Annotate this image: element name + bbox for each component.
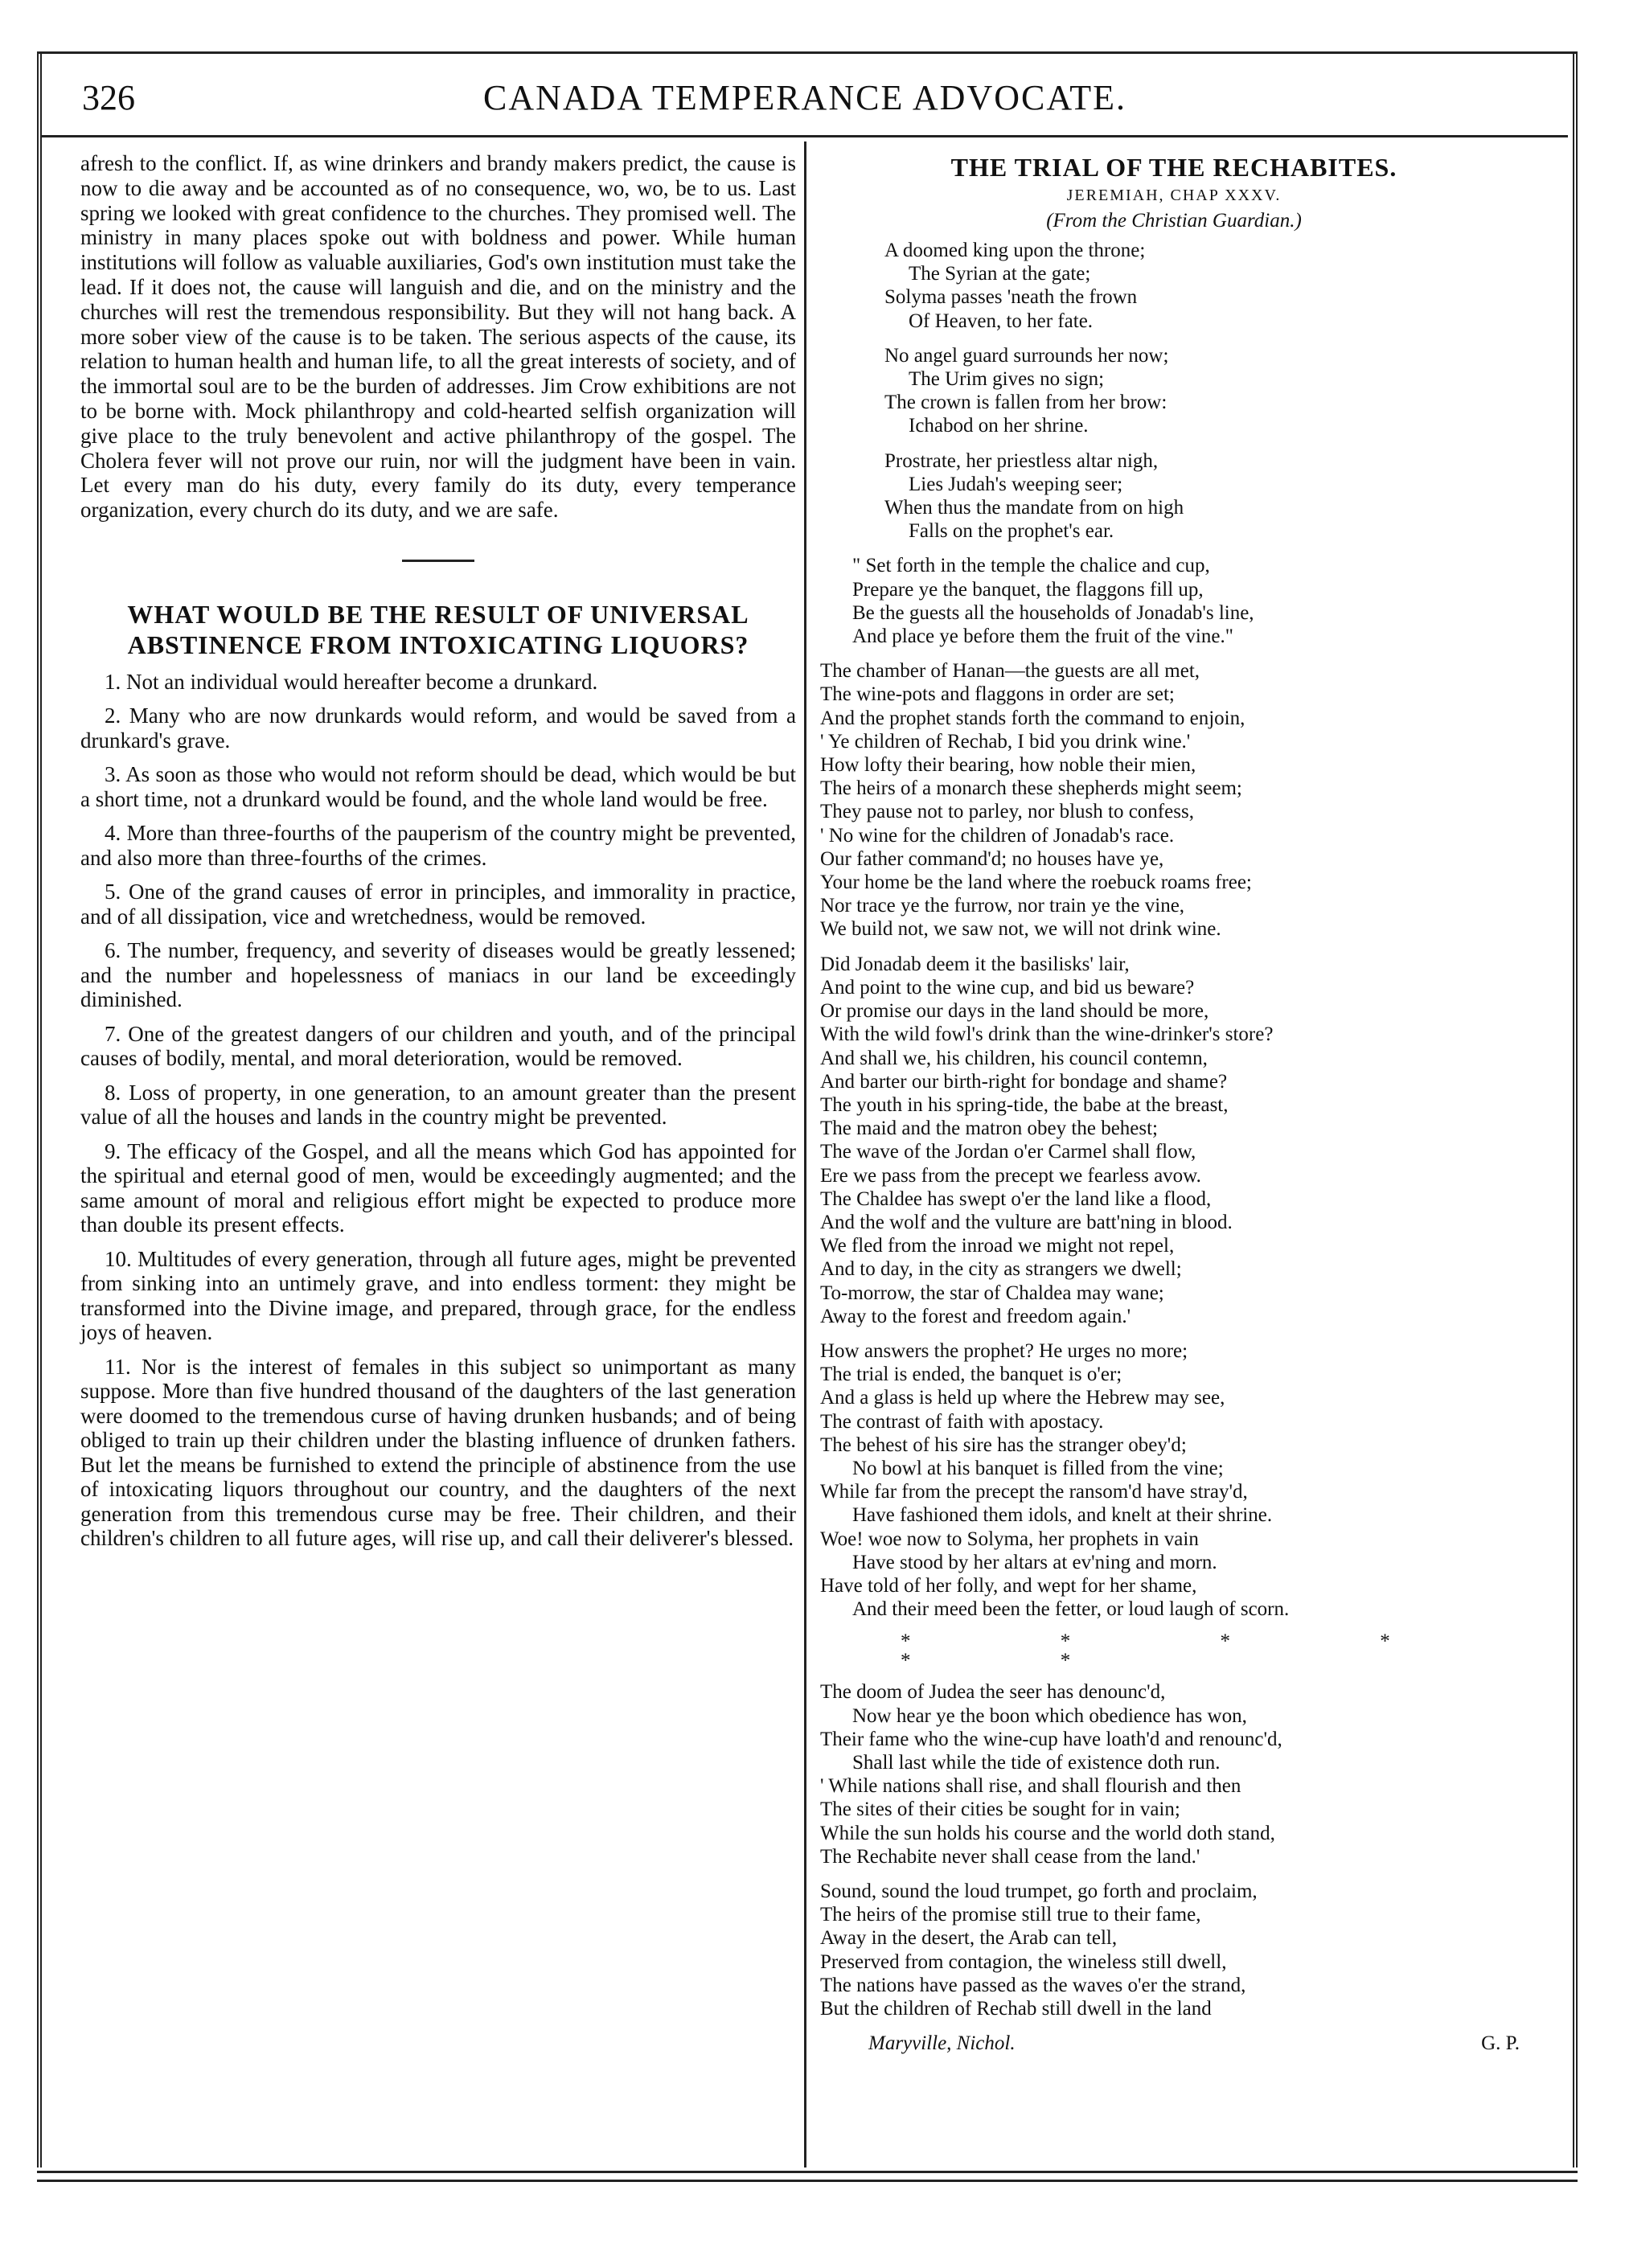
poem-line: Have stood by her altars at ev'ning and morn. <box>852 1551 1217 1573</box>
poem-line: The Syrian at the gate; <box>909 263 1091 285</box>
list-item: 4. More than three-fourths of the pauperism of the country might be prevented, and also more than three-fourths of the crimes. <box>80 821 796 870</box>
poem-line: With the wild fowl's drink than the wine-drinker's store? <box>820 1023 1274 1046</box>
poem-line: Have fashioned them idols, and knelt at their shrine. <box>852 1504 1273 1527</box>
poem-line: And shall we, his children, his council contemn, <box>820 1047 1208 1069</box>
poem-line: And the prophet stands forth the command to enjoin, <box>820 707 1245 729</box>
stanza-6 <box>820 953 1528 1328</box>
poem-line: ' While nations shall rise, and shall flourish and then <box>820 1775 1241 1798</box>
list-item: 2. Many who are now drunkards would reform, and would be saved from a drunkard's grave. <box>80 703 796 753</box>
list-item: 10. Multitudes of every generation, through all future ages, might be prevented from sinking into an untimely grave, and into endless torment: they might be transformed into the Divine image, and prepared, through grace, for the endless joys of heaven. <box>80 1246 796 1345</box>
poem-line: The Urim gives no sign; <box>909 368 1105 391</box>
poem-line: They pause not to parley, nor blush to confess, <box>820 801 1194 823</box>
poem-line: Woe! woe now to Solyma, her prophets in vain <box>820 1528 1199 1550</box>
stanza-5 <box>820 659 1528 941</box>
poem-line: Away to the forest and freedom again.' <box>820 1305 1131 1327</box>
poem-line: Away in the desert, the Arab can tell, <box>820 1927 1118 1950</box>
poem-line: And the wolf and the vulture are batt'ning in blood. <box>820 1211 1233 1233</box>
poem-line: Lies Judah's weeping seer; <box>909 473 1123 495</box>
stanza-7 <box>820 1339 1528 1621</box>
signature-initials: G. P. <box>1481 2032 1520 2055</box>
list-item: 1. Not an individual would hereafter become a drunkard. <box>105 669 598 694</box>
poem-line: And a glass is held up where the Hebrew may see, <box>820 1387 1225 1409</box>
poem-line: The sites of their cities be sought for in vain; <box>820 1798 1180 1821</box>
opening-paragraph: afresh to the conflict. If, as wine drinkers and brandy makers predict, the cause is now to die away and be accounted as of no consequence, wo, wo, be to us. Last spring we looked with great confidence to the churches. They promised well. The ministry in many places spoke out with boldness and power. While human institutions will follow as valuable auxiliaries, God's own institution must take the lead. If it does not, the cause will languish and die, and on the ministry and the churches will rest the tremendous responsibility. But they will not hang back. A more sober view of the cause is to be taken. The serious aspects of the cause, its relation to human health and human life, to all the great interests of society, and of the immortal soul are to be the burden of addresses. Jim Crow exhibitions are not to be borne with. Mock philanthropy and cold-hearted selfish organization will give place to the truly benevolent and active philanthropy of the gospel. The Cholera fever will not prove our ruin, nor will the judgment have been in vain. Let every man do his duty, every family do its duty, every temperance organization, every church do its duty, and we are safe. <box>80 151 796 523</box>
poem-line: Our father command'd; no houses have ye, <box>820 847 1164 870</box>
list-item: 3. As soon as those who would not reform should be dead, which would be but a short time, not a drunkard would be found, and the whole land would be free. <box>80 762 796 811</box>
asterism: * * * * * * <box>901 1630 1463 1672</box>
section-separator <box>402 560 474 562</box>
stanza-1 <box>820 239 1528 333</box>
poem-line: The youth in his spring-tide, the babe at the breast, <box>820 1093 1229 1116</box>
list-item: 9. The efficacy of the Gospel, and all the means which God has appointed for the spiritual and eternal good of men, would be exceedingly augmented; and the same amount of moral and religious effort might be expected to produce more than double its present effects. <box>80 1138 796 1237</box>
poem-line: Shall last while the tide of existence doth run. <box>852 1751 1221 1774</box>
poem-line: Solyma passes 'neath the frown <box>884 286 1138 309</box>
poem-line: A doomed king upon the throne; <box>884 240 1146 261</box>
list-item: 5. One of the grand causes of error in principles, and immorality in practice, and of all dissipation, vice and wretchedness, would be removed. <box>80 880 796 929</box>
poem-line: Or promise our days in the land should be more, <box>820 1000 1209 1023</box>
poem-line: The maid and the matron obey the behest; <box>820 1118 1159 1140</box>
right-column <box>820 151 1528 2056</box>
poem-line: Nor trace ye the furrow, nor train ye the vine, <box>820 895 1185 917</box>
list-item: 7. One of the greatest dangers of our children and youth, and of the principal causes of bodily, mental, and moral deterioration, would be removed. <box>80 1021 796 1071</box>
header-rule <box>42 135 1568 137</box>
poem-line: The behest of his sire has the stranger obey'd; <box>820 1433 1187 1456</box>
stanza-4 <box>820 554 1528 648</box>
stanza-3 <box>820 449 1528 543</box>
list-item: 8. Loss of property, in one generation, to an amount greater than the present value of all the houses and lands in the country might be prevented. <box>80 1080 796 1130</box>
poem-line: Falls on the prophet's ear. <box>909 520 1114 543</box>
poem-line: ' Ye children of Rechab, I bid you drink wine.' <box>820 730 1191 753</box>
poem-line: Your home be the land where the roebuck roams free; <box>820 872 1252 894</box>
list-item: 6. The number, frequency, and severity of diseases would be greatly lessened; and the number and hopelessness of maniacs in our land be exceedingly diminished. <box>80 938 796 1012</box>
list-item: 11. Nor is the interest of females in this subject so unimportant as many suppose. More than five hundred thousand of the daughters of the last generation were doomed to the tremendous curse of having drunken husbands; and of being obliged to train up their children under the blasting influence of drunken fathers. But let the means be furnished to extend the principle of abstinence from the use of intoxicating liquors throughout our country, and the daughters of the next generation from this tremendous curse may be free. Their children, and their children's children to all future ages, will rise up, and call their deliverer's blessed. <box>80 1354 796 1551</box>
poem-line: ' No wine for the children of Jonadab's race. <box>820 824 1175 847</box>
stanza-8 <box>820 1680 1528 1868</box>
poem-source: (From the Christian Guardian.) <box>1046 210 1302 232</box>
poem-line: Of Heaven, to her fate. <box>909 310 1094 332</box>
poem-line: The doom of Judea the seer has denounc'd, <box>820 1681 1166 1704</box>
poem-line: The contrast of faith with apostacy. <box>820 1410 1104 1433</box>
poem-line: The heirs of a monarch these shepherds might seem; <box>820 777 1242 800</box>
stanza-9 <box>820 1880 1528 2020</box>
poem-line: How answers the prophet? He urges no more; <box>820 1339 1188 1362</box>
column-divider <box>804 141 806 2168</box>
poem-line: The crown is fallen from her brow: <box>884 392 1167 414</box>
poem-title: THE TRIAL OF THE RECHABITES. <box>950 153 1397 182</box>
numbered-list <box>80 670 796 1551</box>
bottom-border <box>37 2171 1578 2182</box>
poem-line: " Set forth in the temple the chalice and cup, <box>852 555 1210 577</box>
poem-line: And to day, in the city as strangers we dwell; <box>820 1258 1182 1281</box>
poem-line: Be the guests all the households of Jonadab's line, <box>852 601 1254 624</box>
signature <box>820 2032 1528 2056</box>
poem-line: To-morrow, the star of Chaldea may wane; <box>820 1282 1164 1304</box>
poem-line: The Rechabite never shall cease from the land.' <box>820 1845 1200 1868</box>
left-column <box>80 151 796 1561</box>
poem-line: Their fame who the wine-cup have loath'd and renounc'd, <box>820 1728 1282 1750</box>
poem-line: Ichabod on her shrine. <box>909 415 1089 437</box>
poem-line: Sound, sound the loud trumpet, go forth and proclaim, <box>820 1880 1258 1902</box>
poem-line: While far from the precept the ransom'd have stray'd, <box>820 1481 1248 1503</box>
poem-line: No angel guard surrounds her now; <box>884 344 1169 367</box>
poem-line: And point to the wine cup, and bid us beware? <box>820 976 1195 999</box>
poem-line: Now hear ye the boon which obedience has won, <box>852 1704 1247 1727</box>
poem-line: The trial is ended, the banquet is o'er; <box>820 1364 1122 1386</box>
page-header <box>42 71 1568 130</box>
poem-line: And their meed been the fetter, or loud laugh of scorn. <box>852 1598 1290 1621</box>
poem-line: When thus the mandate from on high <box>884 497 1184 519</box>
poem-line: And place ye before them the fruit of the vine." <box>852 625 1233 648</box>
poem-line: Have told of her folly, and wept for her shame, <box>820 1574 1197 1597</box>
poem-line: Preserved from contagion, the wineless still dwell, <box>820 1950 1227 1973</box>
signature-place: Maryville, Nichol. <box>868 2032 1016 2055</box>
poem-line: And barter our birth-right for bondage and shame? <box>820 1070 1228 1093</box>
poem-line: Prepare ye the banquet, the flaggons fill up, <box>852 578 1204 601</box>
journal-title: CANADA TEMPERANCE ADVOCATE. <box>482 78 1127 117</box>
poem-line: The chamber of Hanan—the guests are all met, <box>820 660 1200 683</box>
page-number: 326 <box>82 78 135 117</box>
poem-line: How lofty their bearing, how noble their mien, <box>820 754 1196 777</box>
poem-line: We fled from the inroad we might not repel, <box>820 1235 1175 1257</box>
poem-line: Ere we pass from the precept we fearless avow. <box>820 1164 1201 1187</box>
poem-line: The wave of the Jordan o'er Carmel shall flow, <box>820 1141 1196 1163</box>
poem-line: The wine-pots and flaggons in order are set; <box>820 683 1175 706</box>
poem-reference: JEREMIAH, CHAP XXXV. <box>1066 187 1282 204</box>
poem-line: The nations have passed as the waves o'er the strand, <box>820 1974 1246 1996</box>
section-title: WHAT WOULD BE THE RESULT OF UNIVERSAL ABSTINENCE FROM INTOXICATING LIQUORS? <box>127 599 749 659</box>
poem-line: But the children of Rechab still dwell in the land <box>820 1998 1212 2020</box>
poem-line: No bowl at his banquet is filled from the vine; <box>852 1457 1224 1479</box>
poem-line: We build not, we saw not, we will not drink wine. <box>820 918 1221 941</box>
stanza-2 <box>820 344 1528 438</box>
poem-line: While the sun holds his course and the world doth stand, <box>820 1822 1275 1844</box>
poem-line: The heirs of the promise still true to their fame, <box>820 1904 1201 1926</box>
poem-line: The Chaldee has swept o'er the land like a flood, <box>820 1187 1212 1210</box>
poem-line: Prostrate, her priestless altar nigh, <box>884 449 1159 472</box>
poem-line: Did Jonadab deem it the basilisks' lair, <box>820 953 1130 975</box>
